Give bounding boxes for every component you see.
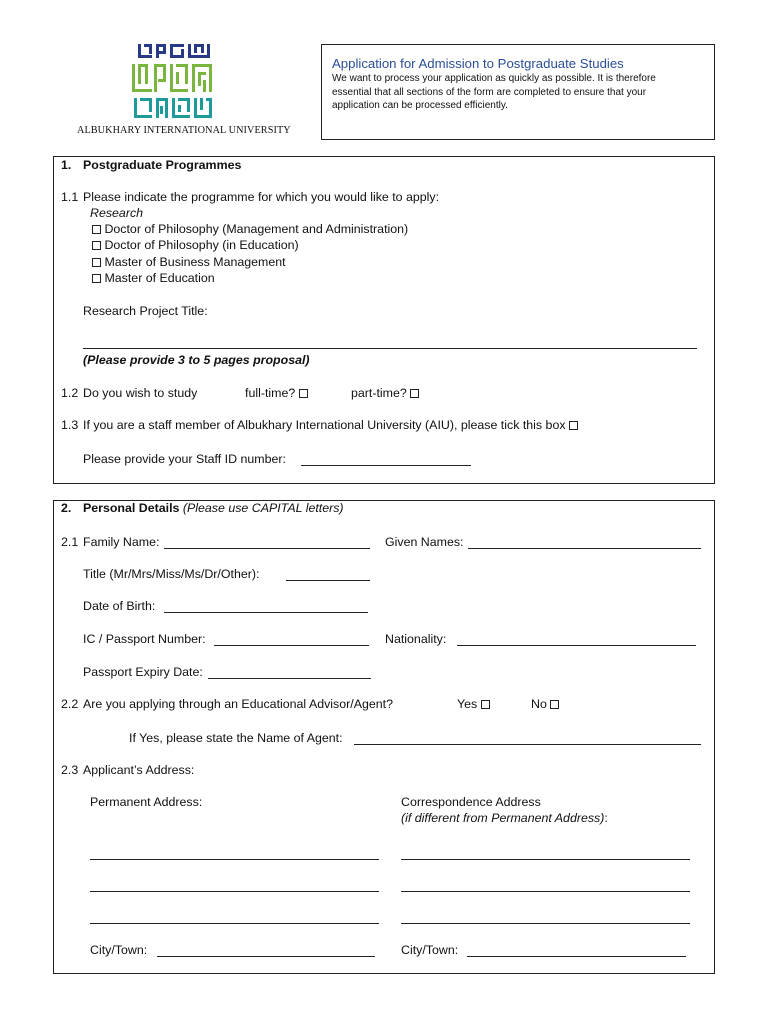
part-time-label: part-time? [351, 386, 407, 400]
intro-line-3: application can be processed efficiently. [332, 100, 508, 111]
agent-name-field[interactable] [354, 744, 701, 745]
programme-option-4[interactable] [92, 272, 215, 284]
title-field[interactable] [286, 580, 370, 581]
staff-member-checkbox[interactable] [569, 421, 578, 430]
given-names-field[interactable] [468, 548, 701, 549]
section-1-box [53, 156, 715, 484]
nationality-field[interactable] [457, 645, 696, 646]
city-town-right-label: City/Town: [401, 943, 459, 957]
q1-2-number: 1.2 [61, 386, 79, 400]
correspondence-address-line-2[interactable] [401, 891, 690, 892]
q2-2-number: 2.2 [61, 697, 79, 711]
passport-expiry-field[interactable] [208, 678, 371, 679]
staff-id-label: Please provide your Staff ID number: [83, 452, 286, 466]
section-2-heading-note: (Please use CAPITAL letters) [182, 501, 344, 515]
passport-expiry-label: Passport Expiry Date: [83, 665, 203, 679]
permanent-address-line-3[interactable] [90, 923, 379, 924]
intro-line-1: We want to process your application as quickly as possible. It is therefore [332, 73, 656, 84]
section-2-number: 2. [61, 501, 72, 515]
intro-line-2: essential that all sections of the form are completed to ensure that your [332, 87, 647, 98]
city-town-left-field[interactable] [157, 956, 375, 957]
nationality-label: Nationality: [385, 632, 447, 646]
project-title-field[interactable] [83, 348, 697, 349]
q1-3-text: If you are a staff member of Albukhary International University (AIU), please tick this box [83, 418, 566, 432]
title-label: Title (Mr/Mrs/Miss/Ms/Dr/Other): [83, 567, 260, 581]
family-name-label: Family Name: [83, 535, 160, 549]
university-logo [128, 42, 218, 122]
dob-label: Date of Birth: [83, 599, 156, 613]
passport-number-field[interactable] [214, 645, 369, 646]
city-town-right-field[interactable] [467, 956, 686, 957]
form-title: Application for Admission to Postgraduate Studies [332, 56, 624, 71]
programme-checkbox-1[interactable] [92, 225, 101, 234]
project-title-label: Research Project Title: [83, 304, 208, 318]
research-group-label: Research [90, 206, 144, 220]
given-names-label: Given Names: [385, 535, 464, 549]
q2-2-text: Are you applying through an Educational Advisor/Agent? [83, 697, 393, 711]
passport-number-label: IC / Passport Number: [83, 632, 206, 646]
agent-name-label: If Yes, please state the Name of Agent: [129, 731, 343, 745]
agent-yes-checkbox[interactable] [481, 700, 490, 709]
aiu-kufic-logo-icon [128, 42, 218, 122]
full-time-option[interactable] [245, 387, 308, 399]
programme-option-2-label: Doctor of Philosophy (in Education) [104, 238, 299, 252]
permanent-address-line-2[interactable] [90, 891, 379, 892]
programme-checkbox-4[interactable] [92, 274, 101, 283]
q1-1-text: Please indicate the programme for which you would like to apply: [83, 190, 440, 204]
correspondence-address-line-1[interactable] [401, 859, 690, 860]
correspondence-note-row [401, 812, 608, 824]
programme-option-1-label: Doctor of Philosophy (Management and Administration) [104, 222, 409, 236]
programme-option-3[interactable] [92, 256, 286, 268]
agent-yes-option[interactable] [457, 698, 490, 710]
programme-option-3-label: Master of Business Management [104, 255, 286, 269]
section-2-heading-row [83, 502, 344, 514]
full-time-label: full-time? [245, 386, 296, 400]
correspondence-address-label: Correspondence Address [401, 795, 541, 809]
section-1-heading: Postgraduate Programmes [83, 158, 242, 172]
correspondence-note-colon: : [604, 811, 608, 825]
q1-3-number: 1.3 [61, 418, 79, 432]
q1-2-text: Do you wish to study [83, 386, 198, 400]
programme-checkbox-2[interactable] [92, 241, 101, 250]
programme-option-1[interactable] [92, 223, 408, 235]
staff-id-field[interactable] [301, 465, 471, 466]
q2-3-text: Applicant’s Address: [83, 763, 195, 777]
agent-no-checkbox[interactable] [550, 700, 559, 709]
permanent-address-line-1[interactable] [90, 859, 379, 860]
q2-1-number: 2.1 [61, 535, 79, 549]
programme-checkbox-3[interactable] [92, 258, 101, 267]
agent-no-option[interactable] [531, 698, 559, 710]
dob-field[interactable] [164, 612, 368, 613]
correspondence-note: (if different from Permanent Address) [401, 811, 605, 825]
q2-3-number: 2.3 [61, 763, 79, 777]
programme-option-4-label: Master of Education [104, 271, 215, 285]
correspondence-address-line-3[interactable] [401, 923, 690, 924]
agent-no-label: No [531, 697, 547, 711]
permanent-address-label: Permanent Address: [90, 795, 203, 809]
full-time-checkbox[interactable] [299, 389, 308, 398]
part-time-option[interactable] [351, 387, 419, 399]
staff-member-option[interactable] [83, 419, 578, 431]
programme-option-2[interactable] [92, 239, 299, 251]
section-2-heading: Personal Details [83, 501, 180, 515]
agent-yes-label: Yes [457, 697, 478, 711]
q1-1-number: 1.1 [61, 190, 79, 204]
proposal-note: (Please provide 3 to 5 pages proposal) [83, 353, 310, 367]
family-name-field[interactable] [164, 548, 370, 549]
university-name: ALBUKHARY INTERNATIONAL UNIVERSITY [77, 125, 291, 136]
part-time-checkbox[interactable] [410, 389, 419, 398]
section-1-number: 1. [61, 158, 72, 172]
city-town-left-label: City/Town: [90, 943, 148, 957]
